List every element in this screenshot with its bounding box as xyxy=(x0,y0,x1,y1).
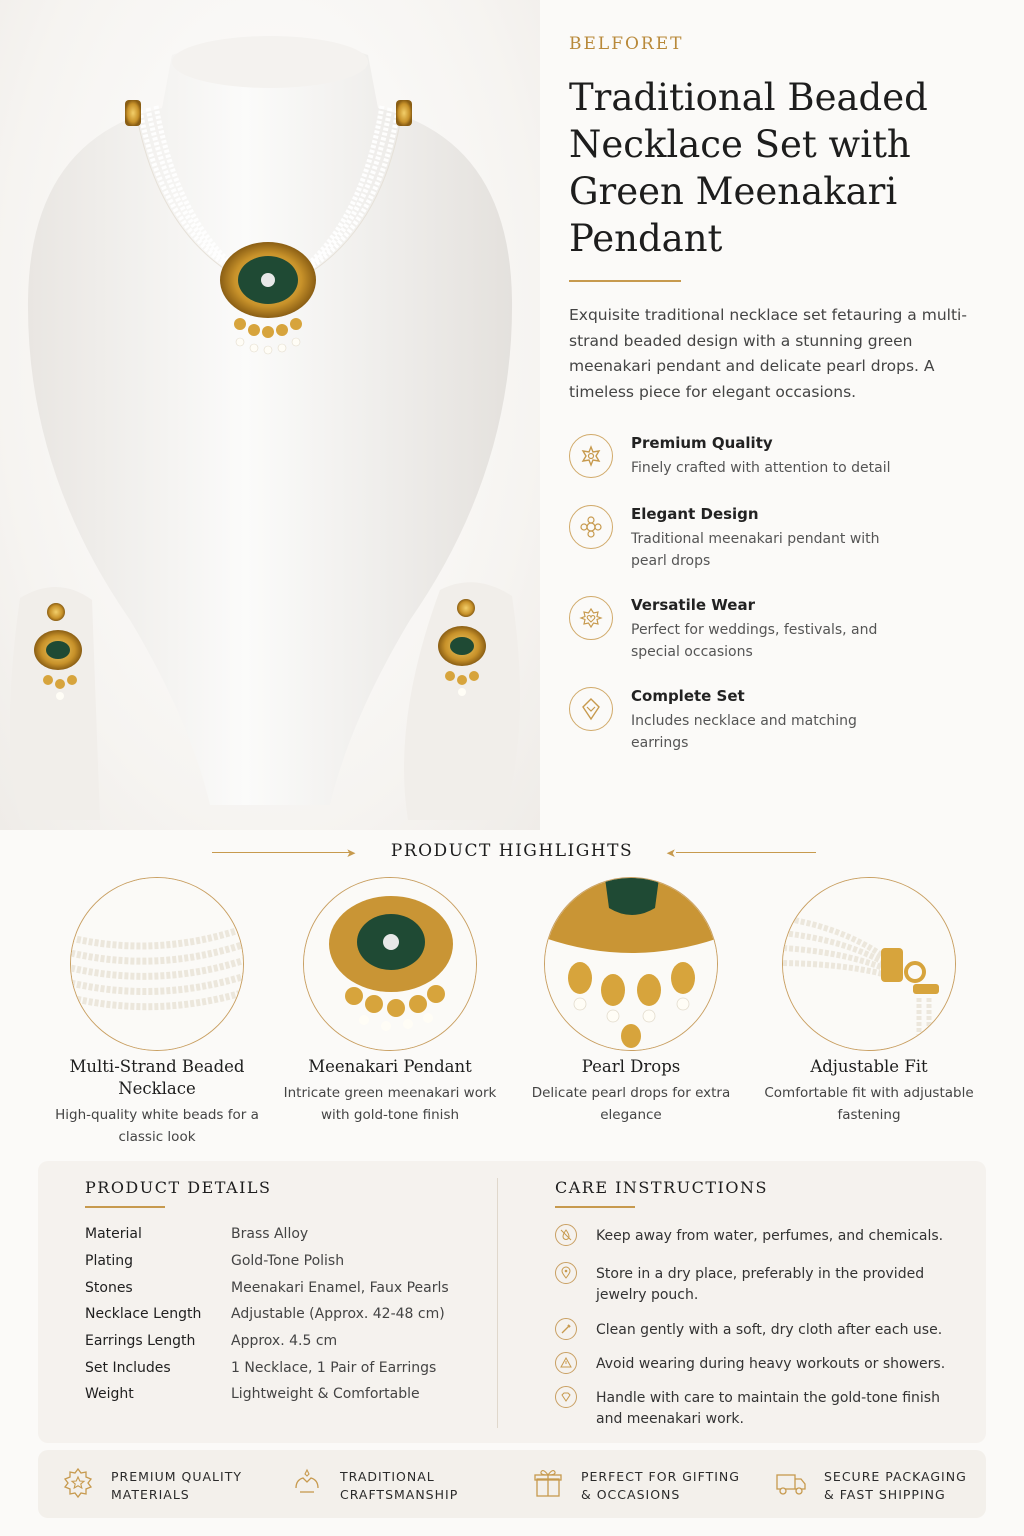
highlight-desc: Intricate green meenakari work with gold-tone finish xyxy=(283,1085,497,1123)
highlight-desc: High-quality white beads for a classic look xyxy=(55,1107,259,1145)
product-title: Traditional Beaded Necklace Set with Green Meenakari Pendant xyxy=(569,76,928,260)
detail-value: 1 Necklace, 1 Pair of Earrings xyxy=(231,1360,437,1376)
feature-title: Versatile Wear xyxy=(631,596,755,614)
highlight-image xyxy=(303,877,477,1051)
feature-desc: Includes necklace and matching earrings xyxy=(631,713,857,751)
highlight-desc: Comfortable fit with adjustable fastening xyxy=(764,1085,974,1123)
feature-desc: Perfect for weddings, festivals, and special occasions xyxy=(631,622,878,660)
detail-value: Adjustable (Approx. 42-48 cm) xyxy=(231,1306,445,1322)
badge-line-1: SECURE PACKAGING xyxy=(824,1469,967,1484)
highlight-image xyxy=(70,877,244,1051)
care-text: Store in a dry place, preferably in the provided jewelry pouch. xyxy=(596,1266,925,1303)
care-heading: CARE INSTRUCTIONS xyxy=(555,1178,768,1197)
detail-value: Gold-Tone Polish xyxy=(231,1253,345,1269)
detail-value: Approx. 4.5 cm xyxy=(231,1333,338,1349)
detail-key: Set Includes xyxy=(85,1360,171,1376)
brush-icon xyxy=(555,1318,577,1340)
brand-name[interactable]: BELFORET xyxy=(569,34,684,54)
highlight-image xyxy=(544,877,718,1051)
highlight-meenakari-pendant xyxy=(275,877,505,1126)
product-description: Exquisite traditional necklace set fetauring a multi-strand beaded design with a stunning green meenakari pendant and delicate pearl drops. A timeless piece for elegant occasions. xyxy=(569,306,967,401)
highlight-desc: Delicate pearl drops for extra elegance xyxy=(531,1085,731,1123)
feature-desc: Finely crafted with attention to detail xyxy=(631,460,891,476)
highlight-name: Meenakari Pendant xyxy=(308,1057,472,1076)
alert-icon xyxy=(555,1352,577,1374)
details-heading: PRODUCT DETAILS xyxy=(85,1178,272,1197)
badge-text xyxy=(581,1468,751,1504)
badge-line-2: & FAST SHIPPING xyxy=(824,1487,946,1502)
care-heading-rule xyxy=(555,1206,635,1208)
detail-key: Earrings Length xyxy=(85,1333,196,1349)
care-text: Avoid wearing during heavy workouts or showers. xyxy=(596,1356,946,1372)
highlight-name: Adjustable Fit xyxy=(810,1057,928,1076)
detail-key: Necklace Length xyxy=(85,1306,202,1322)
craft-hands-icon xyxy=(290,1466,324,1500)
feature-desc: Traditional meenakari pendant with pearl drops xyxy=(631,531,880,569)
no-water-icon xyxy=(555,1224,577,1246)
title-divider xyxy=(569,280,681,282)
care-text: Keep away from water, perfumes, and chemicals. xyxy=(596,1228,944,1244)
medal-icon xyxy=(61,1466,95,1500)
badge-line-1: PERFECT FOR GIFTING xyxy=(581,1469,740,1484)
delivery-truck-icon xyxy=(774,1466,808,1500)
detail-value: Meenakari Enamel, Faux Pearls xyxy=(231,1280,449,1296)
location-pin-icon xyxy=(555,1262,577,1284)
highlights-rule-right xyxy=(676,852,816,853)
necklace-bust-illustration xyxy=(0,0,540,830)
badge-text xyxy=(111,1468,281,1504)
detail-key: Stones xyxy=(85,1280,133,1296)
highlight-adjustable-fit xyxy=(754,877,984,1126)
detail-value: Lightweight & Comfortable xyxy=(231,1386,420,1402)
detail-key: Plating xyxy=(85,1253,134,1269)
gem-icon xyxy=(555,1386,577,1408)
flower-ornament-icon xyxy=(569,505,613,549)
care-text: Clean gently with a soft, dry cloth after each use. xyxy=(596,1322,943,1338)
arrow-right-icon: ➤ xyxy=(346,846,357,860)
highlight-name: Multi-Strand Beaded Necklace xyxy=(69,1057,245,1098)
badge-line-2: & OCCASIONS xyxy=(581,1487,681,1502)
badge-line-1: PREMIUM QUALITY xyxy=(111,1469,242,1484)
highlight-pearl-drops xyxy=(516,877,746,1126)
highlight-image xyxy=(782,877,956,1051)
product-image xyxy=(0,0,540,830)
feature-title: Elegant Design xyxy=(631,505,759,523)
badge-line-2: CRAFTSMANSHIP xyxy=(340,1487,459,1502)
diamond-shield-icon xyxy=(569,687,613,731)
panel-divider xyxy=(497,1178,498,1428)
detail-key: Weight xyxy=(85,1386,134,1402)
highlight-name: Pearl Drops xyxy=(581,1057,681,1076)
feature-title: Premium Quality xyxy=(631,434,773,452)
badge-line-2: MATERIALS xyxy=(111,1487,190,1502)
detail-value: Brass Alloy xyxy=(231,1226,309,1242)
badge-text xyxy=(824,1468,994,1504)
badge-text xyxy=(340,1468,510,1504)
arrow-left-icon: ➤ xyxy=(666,846,677,860)
lotus-icon xyxy=(569,434,613,478)
highlight-beaded-necklace xyxy=(42,877,272,1148)
details-heading-rule xyxy=(85,1206,165,1208)
heart-star-icon xyxy=(569,596,613,640)
highlights-heading: PRODUCT HIGHLIGHTS xyxy=(390,841,634,861)
detail-key: Material xyxy=(85,1226,142,1242)
care-text: Handle with care to maintain the gold-tone finish and meenakari work. xyxy=(596,1390,940,1427)
badge-line-1: TRADITIONAL xyxy=(340,1469,435,1484)
gift-icon xyxy=(531,1466,565,1500)
feature-title: Complete Set xyxy=(631,687,745,705)
